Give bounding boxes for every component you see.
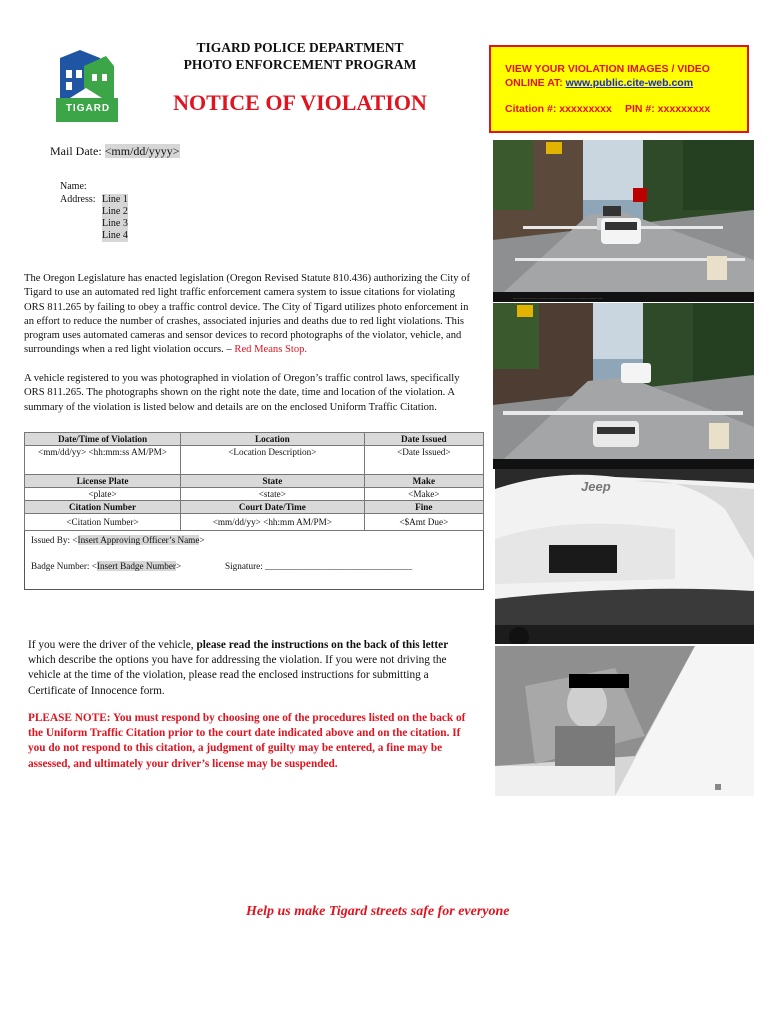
svg-text:..............................: ................................................................................. — [513, 295, 604, 300]
driver-text-1: If you were the driver of the vehicle, — [28, 639, 197, 651]
license-plate: <plate> — [25, 488, 181, 501]
driver-photo — [495, 646, 754, 796]
driver-text-bold: please read the instructions on the back of this letter — [196, 639, 449, 651]
vehicle-make: <Make> — [364, 488, 483, 501]
fine-amount: <$Amt Due> — [364, 514, 483, 531]
online-url-link[interactable]: www.public.cite-web.com — [565, 77, 694, 89]
online-view-box — [489, 45, 749, 133]
violation-photo-2 — [493, 303, 754, 469]
issued-by-label: Issued By: < — [31, 535, 78, 545]
online-view-line1: VIEW YOUR VIOLATION IMAGES / VIDEO — [505, 63, 710, 75]
badge-close: > — [176, 561, 182, 571]
badge-number — [31, 561, 181, 571]
address-line-4: Line 4 — [102, 230, 128, 241]
address-lines — [102, 194, 128, 242]
driver-instructions — [28, 638, 472, 699]
citation-number-label: Citation #: xxxxxxxxx — [505, 103, 612, 115]
issuer-section — [25, 531, 484, 590]
violation-summary-table — [24, 432, 484, 590]
please-note: PLEASE NOTE: You must respond by choosing one of the procedures listed on the back of the Uniform Traffic Citation prior to the court date indicated above and on the citation. If you do not respond to this citation, a judgment of guilty may be entered, a fine may be assessed, and ultimately your driver’s license may be suspended. — [28, 712, 466, 770]
address-line-1: Line 1 — [102, 194, 128, 205]
date-issued: <Date Issued> — [364, 446, 483, 475]
logo-text: TIGARD — [65, 103, 111, 114]
table-header: License Plate — [25, 475, 181, 488]
page-title: NOTICE OF VIOLATION — [173, 90, 427, 115]
program-name: PHOTO ENFORCEMENT PROGRAM — [183, 57, 417, 72]
address-line-2: Line 2 — [102, 206, 128, 217]
online-view-line2 — [505, 77, 693, 89]
department-name: TIGARD POLICE DEPARTMENT — [196, 40, 404, 55]
issued-by-officer: Insert Approving Officer’s Name — [77, 535, 200, 545]
intro-text: The Oregon Legislature has enacted legislation (Oregon Revised Statute 810.436) authorizing the City of Tigard to use an automated red light traffic enforcement camera system to issue citations for violating ORS 811.265 by failing to obey a traffic control device. The City of Tigard utilizes photo enforcement in an effort to reduce the number of crashes, associated injuries and deaths due to red light violations. This program uses automated cameras and sensor devices to record photographs of the violator, vehicle, and surroundings when a red light violation occurs. – — [24, 273, 470, 356]
violation-location: <Location Description> — [181, 446, 365, 475]
mail-date-value: <mm/dd/yyyy> — [104, 144, 180, 158]
online-prefix: ONLINE AT: — [505, 77, 566, 89]
footer-slogan: Help us make Tigard streets safe for everyone — [246, 904, 510, 919]
citation-number: <Citation Number> — [25, 514, 181, 531]
issued-by-close: > — [199, 535, 205, 545]
violation-datetime: <mm/dd/yy> <hh:mm:ss AM/PM> — [25, 446, 181, 475]
table-header: Date/Time of Violation — [25, 433, 181, 446]
signature-line: Signature: ________________________________ — [225, 561, 413, 571]
mail-date-label: Mail Date: — [50, 144, 105, 158]
table-header: Court Date/Time — [181, 501, 365, 514]
issued-by — [31, 535, 205, 545]
intro-paragraph — [24, 272, 476, 358]
vehicle-brand-badge: Jeep — [581, 479, 611, 494]
table-header: Date Issued — [364, 433, 483, 446]
pin-number-label: PIN #: xxxxxxxxx — [625, 103, 711, 115]
plate-state: <state> — [181, 488, 365, 501]
name-label: Name: — [60, 181, 87, 192]
vehicle-rear-photo — [495, 469, 754, 644]
address-line-3: Line 3 — [102, 218, 128, 229]
red-means-stop: Red Means Stop. — [234, 344, 308, 356]
badge-label: Badge Number: < — [31, 561, 97, 571]
table-header: State — [181, 475, 365, 488]
table-header: Make — [364, 475, 483, 488]
table-header: Location — [181, 433, 365, 446]
badge-value: Insert Badge Number — [96, 561, 176, 571]
mail-date — [50, 144, 180, 159]
court-datetime: <mm/dd/yy> <hh:mm AM/PM> — [181, 514, 365, 531]
table-header: Citation Number — [25, 501, 181, 514]
driver-text-2: which describe the options you have for addressing the violation. If you were not driving the vehicle at the time of the violation, please read the enclosed instructions for submitting a Certificate of Innocence form. — [28, 654, 447, 697]
violation-photo-1 — [493, 140, 754, 302]
table-header: Fine — [364, 501, 483, 514]
summary-paragraph: A vehicle registered to you was photographed in violation of Oregon’s traffic control laws, specifically ORS 811.265. The photographs shown on the right note the date, time and location of the violation. A summary of the violation is listed below and details are on the enclosed Uniform Traffic Citation. — [24, 373, 460, 413]
address-label: Address: — [60, 194, 96, 205]
